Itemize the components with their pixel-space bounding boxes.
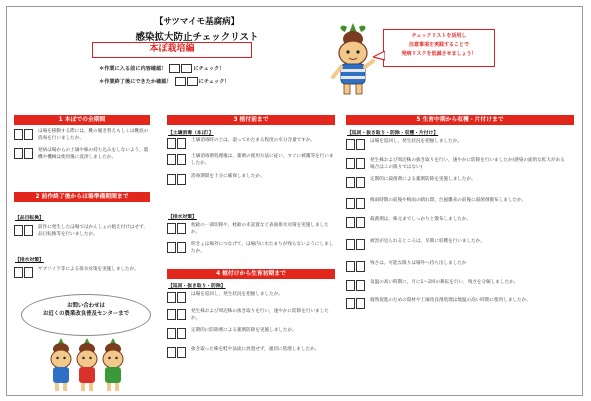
check-after-box[interactable] <box>177 328 186 339</box>
item-text: 気温の高い時期に，月に1～2回の耕耘を行い，残さを分解しましたか。 <box>370 280 519 286</box>
list-item <box>167 347 337 358</box>
section-2-header: 2 前作終了後からほ場準備期間まで <box>14 192 150 202</box>
item-text: 定期的に防除剤による薬剤防除を実施しましたか。 <box>191 328 297 334</box>
list-item <box>346 158 568 171</box>
section-1-header: 1 本ぽでの全期間 <box>14 115 150 125</box>
item-text: 発生株および周辺株の抜き取りを行い，速やかに防除を行いましたか(感染の面的な拡大がある場合はこの限りではない) <box>370 158 565 170</box>
contact-line-1: お問い合わせは <box>67 303 105 309</box>
check-after-box[interactable] <box>356 280 365 291</box>
list-item <box>167 309 337 322</box>
mascot-icon <box>327 21 379 99</box>
list-item <box>167 242 337 255</box>
item-text: 定期的に殺菌剤による薬剤防除を実施しましたか。 <box>370 177 476 183</box>
page-title: 感染拡大防止チェックリスト <box>135 32 259 43</box>
brand-title: 【サツマイモ基腐病】 <box>154 17 240 27</box>
list-item <box>14 148 152 161</box>
list-item <box>167 138 337 149</box>
section-2-group-1-items <box>14 225 152 238</box>
item-text: 被害が見られるところは，早期に収穫を行いましたか。 <box>370 239 485 245</box>
checkbox-sample-icon <box>175 77 186 86</box>
check-before-box[interactable] <box>346 239 355 250</box>
contact-line-2: お近くの農業改良普及センターまで <box>42 311 130 317</box>
contact-bubble <box>21 294 151 336</box>
check-after-box[interactable] <box>24 225 33 236</box>
check-before-box[interactable] <box>167 174 176 185</box>
list-item <box>167 292 337 303</box>
item-text: 腐熟促進のための資材や土壌改良剤処理は地温の高い時期に使用しましたか。 <box>370 298 531 304</box>
list-item <box>346 280 568 291</box>
check-after-box[interactable] <box>177 138 186 149</box>
instruction-1 <box>99 64 224 73</box>
check-before-box[interactable] <box>167 242 176 253</box>
section-2-group-1: 【品目転換】 <box>15 216 44 221</box>
checkbox-sample-icon <box>181 64 192 73</box>
check-after-box[interactable] <box>24 267 33 278</box>
item-text: 土壌消毒剤処理後は，薬剤の使用方法に従い，すぐに被覆等を行いましたか。 <box>191 154 334 166</box>
section-3-group-2: 【排水対策】 <box>168 215 197 220</box>
check-before-box[interactable] <box>346 198 355 209</box>
item-text: ほ場を移動する際には，靴の履き替えもしくは靴底の消毒を行いましたか。 <box>38 129 149 141</box>
instruction-1-suffix: にチェック！ <box>193 66 225 72</box>
section-2-group-2-items <box>14 267 152 278</box>
item-text: 前作に発生したほ場ではかんしょの植え付けはせず，品目転換等を行いましたか。 <box>38 225 148 237</box>
item-text: 土壌消毒時の土は，湿ってかたまる程度の水分含量ですか。 <box>191 138 316 143</box>
check-after-box[interactable] <box>356 217 365 228</box>
check-after-box[interactable] <box>356 298 365 309</box>
item-text: 発生株および周辺株の抜き取りを行い，速やかに防除を行いましたか。 <box>191 309 329 321</box>
section-3-group-1: 【土壌消毒（本ぽ）】 <box>168 131 214 136</box>
item-text: 抜き取った株を畦や法面に放置せず，適切に処理しましたか。 <box>191 347 320 353</box>
check-before-box[interactable] <box>167 328 176 339</box>
section-4-header: 4 植付けから生育初期まで <box>167 269 335 279</box>
list-item <box>346 239 568 250</box>
list-item <box>167 174 337 185</box>
check-after-box[interactable] <box>356 261 365 272</box>
instruction-2-suffix: にチェック！ <box>198 79 230 85</box>
section-5-group-1-items <box>346 139 568 309</box>
check-after-box[interactable] <box>24 148 33 159</box>
check-before-box[interactable] <box>14 225 23 236</box>
list-item <box>14 129 152 142</box>
list-item <box>167 154 337 167</box>
list-item <box>167 223 337 236</box>
instruction-1-text: ＊作業に入る前に内容確認！ <box>99 66 167 72</box>
check-after-box[interactable] <box>177 154 186 165</box>
check-after-box[interactable] <box>356 239 365 250</box>
section-3-group-1-items <box>167 138 337 185</box>
list-item <box>346 217 568 228</box>
list-item <box>346 261 568 272</box>
item-text: 残さは，可能な限りほ場外へ持ち出しましたか <box>370 261 467 267</box>
item-text: 発病ほ場からの土壌や株の持ち込みをしないよう，農機や機械は使用後に洗浄しましたか。 <box>38 148 149 160</box>
item-text: ほ場を巡回し，発生状況を把握しましたか。 <box>370 139 462 144</box>
section-3-header: 3 植付前まで <box>167 115 335 125</box>
item-text: 梅雨時期の前後や梅雨の晴れ間，台風襲来の前後に殺菌剤散布しましたか。 <box>370 198 527 204</box>
section-1-items <box>14 129 152 161</box>
item-text: 枕畝の一部切除や，枕畝の未設置など表面排水対策を実施しましたか。 <box>191 223 329 235</box>
section-3-group-2-items <box>167 223 337 255</box>
item-text: 明きょは場外につなげて，ほ場内に水たまりが残らないようにしましたか。 <box>191 242 334 254</box>
check-after-box[interactable] <box>177 347 186 358</box>
list-item <box>14 225 152 238</box>
check-after-box[interactable] <box>177 242 186 253</box>
check-before-box[interactable] <box>167 154 176 165</box>
instruction-2-text: ＊作業終了後にできたか確認！ <box>99 79 172 85</box>
check-before-box[interactable] <box>346 280 355 291</box>
section-4-group-1: 【巡回・抜き取り・防除】 <box>168 284 226 289</box>
item-text: 殺菌剤は，株元までしっかりと散布しましたか。 <box>370 217 472 223</box>
check-before-box[interactable] <box>167 138 176 149</box>
list-item <box>346 198 568 209</box>
check-before-box[interactable] <box>346 158 355 169</box>
list-item <box>167 328 337 339</box>
check-after-box[interactable] <box>356 177 365 188</box>
check-after-box[interactable] <box>177 174 186 185</box>
check-after-box[interactable] <box>177 309 186 320</box>
list-item <box>14 267 152 278</box>
check-before-box[interactable] <box>167 347 176 358</box>
check-before-box[interactable] <box>14 129 23 140</box>
advice-callout <box>383 29 495 67</box>
callout-pointer-icon <box>373 51 385 61</box>
check-before-box[interactable] <box>14 267 23 278</box>
checkbox-sample-icon <box>169 64 180 73</box>
check-before-box[interactable] <box>346 217 355 228</box>
checklist-page <box>6 6 583 396</box>
callout-line-1: チェックリストを活用し <box>411 33 467 39</box>
check-after-box[interactable] <box>356 198 365 209</box>
list-item <box>346 298 568 309</box>
check-before-box[interactable] <box>167 292 176 303</box>
check-after-box[interactable] <box>356 158 365 169</box>
check-after-box[interactable] <box>24 129 33 140</box>
list-item <box>346 177 568 188</box>
check-before-box[interactable] <box>346 261 355 272</box>
section-2-group-2: 【排水対策】 <box>15 258 44 263</box>
section-5-header: 5 生育中期から収穫・片付けまで <box>346 115 574 125</box>
list-item <box>346 139 568 150</box>
item-text: 消毒期間を十分に確保しましたか。 <box>191 174 265 180</box>
check-before-box[interactable] <box>346 298 355 309</box>
checkbox-sample-icon <box>187 77 198 86</box>
section-4-group-1-items <box>167 292 337 358</box>
check-before-box[interactable] <box>14 148 23 159</box>
subtitle-box: 本ぽ栽培編 <box>92 42 252 58</box>
check-after-box[interactable] <box>177 223 186 234</box>
check-after-box[interactable] <box>356 139 365 150</box>
callout-line-2: 注意事項を実践することで <box>408 42 469 48</box>
instruction-2 <box>99 77 230 86</box>
check-before-box[interactable] <box>167 309 176 320</box>
check-after-box[interactable] <box>177 292 186 303</box>
section-5-group-1: 【巡回・抜き取り・防除・収穫・片付け】 <box>347 131 439 136</box>
callout-line-3: 発病リスクを低減させましょう！ <box>401 51 477 57</box>
item-text: サブソイラ等による排水対策を実施しましたか。 <box>38 267 139 272</box>
check-before-box[interactable] <box>346 177 355 188</box>
check-before-box[interactable] <box>346 139 355 150</box>
item-text: ほ場を巡回し，発生状況を把握しましたか。 <box>191 292 283 297</box>
check-before-box[interactable] <box>167 223 176 234</box>
mascot-group-icon <box>47 335 127 393</box>
